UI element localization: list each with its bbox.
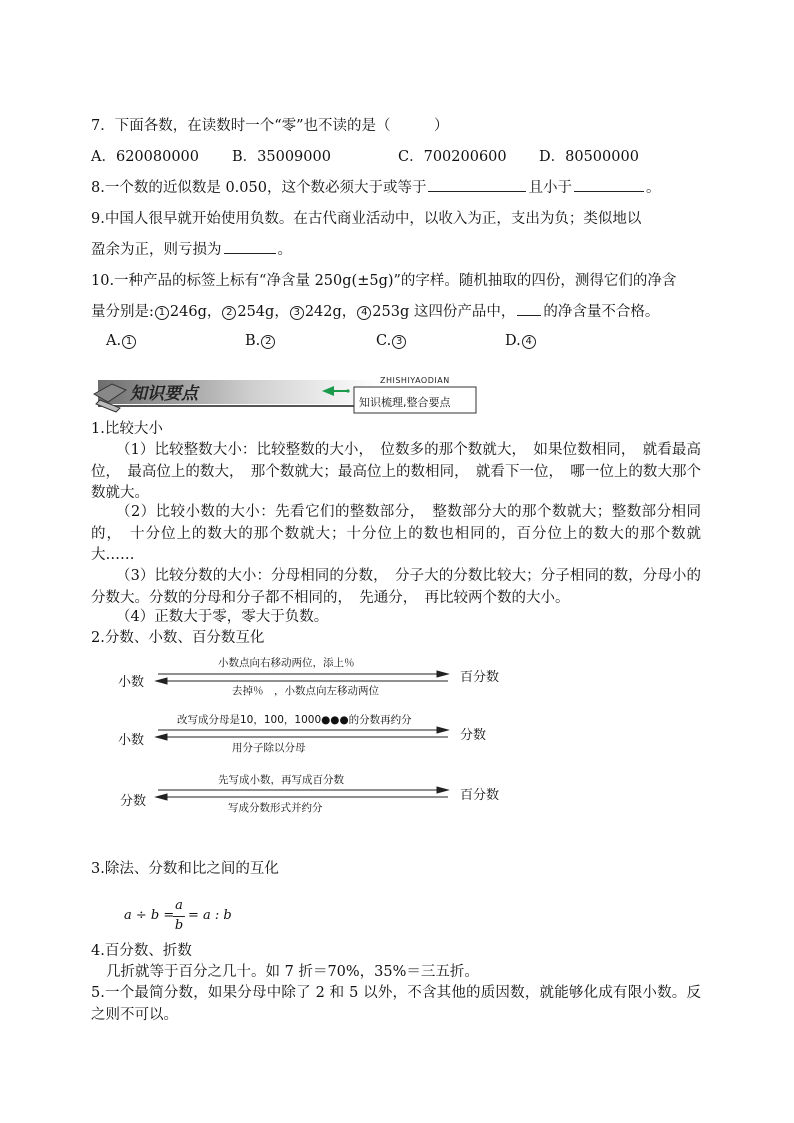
diagram-row-1-right: 百分数	[460, 670, 500, 685]
circled-number-1: 1	[155, 306, 169, 320]
diagram-row-3-bottom: 写成分数形式并约分	[228, 802, 323, 814]
formula-right: = a : b	[188, 908, 232, 923]
section-1-title: 1.比较大小	[91, 421, 163, 437]
circled-number-2: 2	[222, 306, 236, 320]
q10-option-a: A. 1	[106, 333, 137, 349]
q7-option-b: B．35009000	[232, 149, 331, 165]
section-5-text: 5.一个最简分数，如果分母中除了 2 和 5 以外，不含其他的质因数，就能够化成有限小数。反之则不可以。	[91, 985, 701, 1023]
q9-end: 。	[277, 242, 292, 258]
q8-blank-1	[428, 177, 526, 192]
q7-stem: 7．下面各数，在读数时一个“零”也不读的是（ ）	[91, 118, 449, 134]
diagram-row-3-left: 分数	[120, 794, 147, 809]
q9-blank	[224, 239, 276, 254]
banner-english: ZHISHIYAODIAN	[380, 376, 450, 385]
circled-number-3: 3	[290, 306, 304, 320]
diagram-row-2-right: 分数	[460, 728, 487, 743]
section-1-para-1: （1）比较整数大小：比较整数的大小， 位数多的那个数就大， 如果位数相同， 就看最高位， 最高位上的数大， 那个数就大；最高位上的数相同， 就看下一位， 哪一位上的数大那个数就大。	[91, 442, 701, 501]
section-4-title: 4.百分数、折数	[91, 943, 192, 959]
formula-denominator: b	[174, 918, 184, 933]
q10-line2-start: 量分别是:	[91, 304, 154, 320]
q10-option-d: D. 4	[505, 333, 537, 349]
banner-title: 知识要点	[130, 384, 198, 404]
diagram-row-2-bottom: 用分子除以分母	[232, 742, 306, 754]
q8-text-1: 8.一个数的近似数是 0.050，这个数必须大于或等于	[91, 180, 427, 196]
q10-line-2	[91, 300, 659, 321]
formula-numerator: a	[175, 898, 183, 913]
q7-option-a: A．620080000	[91, 149, 199, 165]
section-1-para-4: （4）正数大于零，零大于负数。	[116, 609, 329, 625]
q10-mass-1: 246g，	[169, 304, 222, 320]
section-2-title: 2.分数、小数、百分数互化	[91, 630, 265, 646]
q10-mass-2: 254g，	[237, 304, 289, 320]
section-1-para-2: （2）比较小数的大小：先看它们的整数部分， 整数部分大的那个数就大；整数部分相同的， 十分位上的数大的那个数就大；十分位上的数也相同的，百分位上的数大的那个数就大……	[91, 504, 701, 563]
q8-text-3: 。	[645, 180, 661, 196]
q8-text-2: 且小于	[528, 180, 572, 196]
q10-line-1: 10.一种产品的标签上标有“净含量 250g(±5g)”的字样。随机抽取的四份，测得它们的净含	[91, 273, 677, 289]
q10-mass-4: 253g 这四份产品中，	[372, 304, 516, 320]
formula-left: a ÷ b =	[124, 908, 175, 923]
diagram-row-3-top: 先写成小数，再写成百分数	[218, 774, 344, 786]
q9-line-2	[91, 238, 292, 259]
q9-text: 盈余为正，则亏损为	[91, 242, 222, 258]
q7-option-c: C．700200600	[398, 149, 507, 165]
q7-option-d: D．80500000	[539, 149, 639, 165]
circled-number-4: 4	[357, 306, 371, 320]
diagram-row-1-top: 小数点向右移动两位，添上％	[218, 657, 355, 669]
q10-line2-end: 的净含量不合格。	[543, 304, 660, 320]
section-3-title: 3.除法、分数和比之间的互化	[91, 861, 279, 877]
diagram-row-1-left: 小数	[118, 675, 145, 690]
section-banner	[90, 372, 480, 416]
diagram-row-3-right: 百分数	[460, 788, 500, 803]
banner-subtitle: 知识梳理,整合要点	[359, 396, 451, 409]
section-1-para-3: （3）比较分数的大小：分母相同的分数， 分子大的分数比较大；分子相同的数，分母小的分数大。分数的分母和分子都不相同的， 先通分， 再比较两个数的大小。	[91, 568, 701, 606]
q10-mass-3: 242g，	[304, 304, 357, 320]
diagram-row-2-top: 改写成分母是10，100，1000●●●的分数再约分	[177, 714, 412, 726]
q10-option-c: C. 3	[376, 333, 407, 349]
fraction-bar	[173, 916, 185, 917]
q8-blank-2	[574, 177, 644, 192]
q10-blank	[517, 301, 541, 316]
section-4-text: 几折就等于百分之几十。如 7 折＝70%，35%＝三五折。	[106, 964, 479, 980]
conversion-diagram	[0, 650, 794, 825]
q9-line-1: 9.中国人很早就开始使用负数。在古代商业活动中，以收入为正，支出为负；类似地以	[91, 211, 642, 227]
diagram-row-2-left: 小数	[118, 733, 145, 748]
diagram-row-1-bottom: 去掉％ ，小数点向左移动两位	[232, 685, 379, 697]
q8	[91, 176, 660, 197]
q10-option-b: B. 2	[245, 333, 276, 349]
